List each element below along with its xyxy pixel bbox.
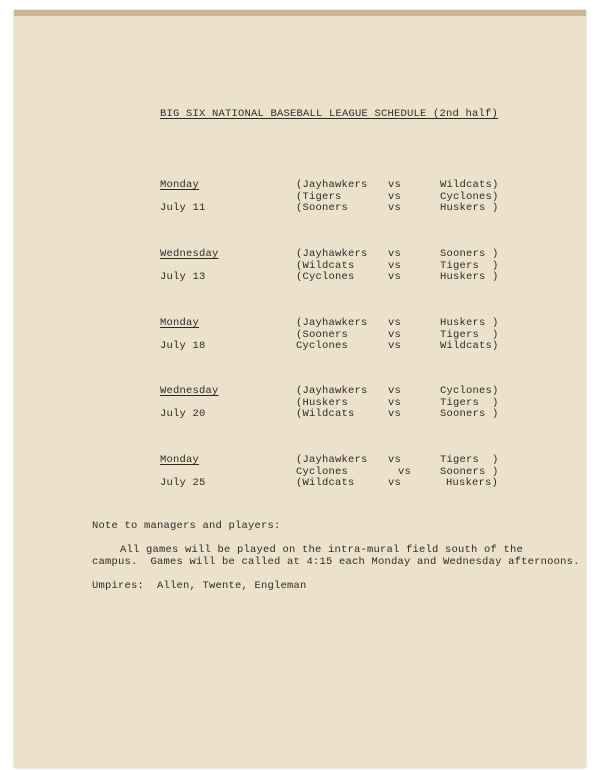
team-away: Huskers )	[440, 202, 499, 214]
team-home: (Tigers	[296, 191, 342, 203]
team-home: (Huskers	[296, 397, 349, 409]
page-edge	[14, 10, 586, 16]
team-home: (Wildcats	[296, 260, 355, 272]
team-home: (Wildcats	[296, 408, 355, 420]
team-home: (Jayhawkers	[296, 248, 368, 260]
team-away: Tigers )	[440, 397, 499, 409]
team-home: (Jayhawkers	[296, 454, 368, 466]
vs-label: vs	[388, 202, 402, 214]
team-away: Wildcats)	[440, 340, 499, 352]
team-away: Huskers )	[440, 317, 499, 329]
team-away: Tigers )	[440, 329, 499, 341]
date-label: July 20	[160, 408, 206, 420]
team-home: Cyclones	[296, 466, 349, 478]
date-label: July 11	[160, 202, 206, 214]
team-away: Cyclones)	[440, 191, 499, 203]
team-away: Huskers)	[446, 477, 499, 489]
vs-label: vs	[388, 317, 402, 329]
team-away: Tigers )	[440, 454, 499, 466]
day-label: Monday	[160, 454, 200, 466]
team-home: (Wildcats	[296, 477, 355, 489]
note-text: campus. Games will be called at 4:15 each Monday and Wednesday afternoons.	[92, 556, 580, 568]
team-away: Cyclones)	[440, 385, 499, 397]
team-home: (Sooners	[296, 202, 349, 214]
team-home: (Cyclones	[296, 271, 355, 283]
team-home: Cyclones	[296, 340, 349, 352]
day-label: Wednesday	[160, 385, 219, 397]
schedule-title: BIG SIX NATIONAL BASEBALL LEAGUE SCHEDULE (2nd half)	[160, 108, 499, 120]
team-home: (Jayhawkers	[296, 317, 368, 329]
team-home: (Jayhawkers	[296, 179, 368, 191]
date-label: July 18	[160, 340, 206, 352]
date-label: July 25	[160, 477, 206, 489]
vs-label: vs	[388, 397, 402, 409]
vs-label: vs	[388, 329, 402, 341]
vs-label: vs	[388, 191, 402, 203]
team-away: Huskers )	[440, 271, 499, 283]
vs-label: vs	[388, 179, 402, 191]
day-label: Monday	[160, 317, 200, 329]
date-label: July 13	[160, 271, 206, 283]
note-text: All games will be played on the intra-mural field south of the	[120, 544, 524, 556]
team-away: Sooners )	[440, 248, 499, 260]
team-home: (Jayhawkers	[296, 385, 368, 397]
vs-label: vs	[388, 385, 402, 397]
team-away: Sooners )	[440, 466, 499, 478]
team-away: Tigers )	[440, 260, 499, 272]
team-away: Wildcats)	[440, 179, 499, 191]
umpires-line: Umpires: Allen, Twente, Engleman	[92, 580, 307, 592]
day-label: Wednesday	[160, 248, 219, 260]
vs-label: vs	[388, 477, 402, 489]
vs-label: vs	[388, 248, 402, 260]
day-label: Monday	[160, 179, 200, 191]
vs-label: vs	[388, 340, 402, 352]
vs-label: vs	[388, 271, 402, 283]
team-away: Sooners )	[440, 408, 499, 420]
vs-label: vs	[398, 466, 412, 478]
vs-label: vs	[388, 408, 402, 420]
vs-label: vs	[388, 260, 402, 272]
note-heading: Note to managers and players:	[92, 520, 281, 532]
vs-label: vs	[388, 454, 402, 466]
team-home: (Sooners	[296, 329, 349, 341]
